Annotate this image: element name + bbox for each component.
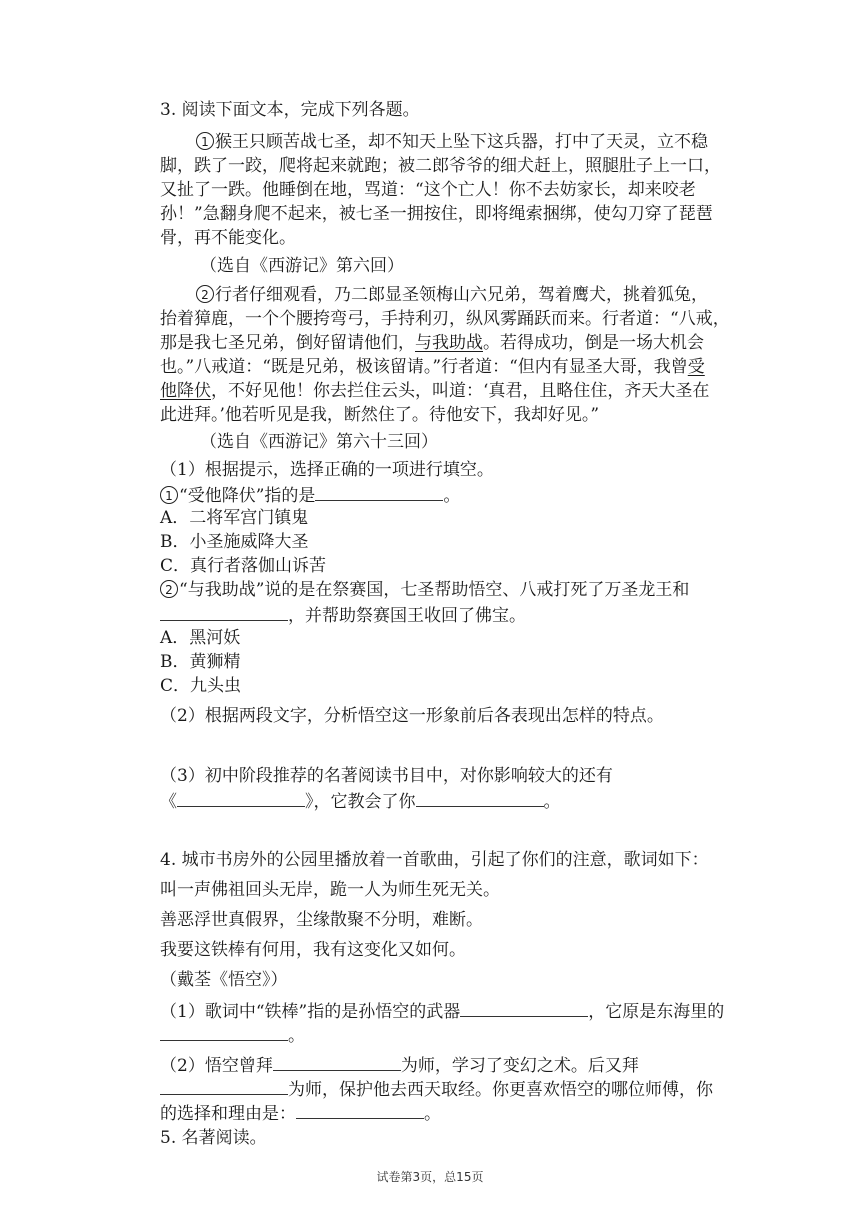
- q3-passage1-line1: 1 猴王只顾苦战七圣，却不知天上坠下这兵器，打中了天灵，立不稳: [196, 130, 756, 154]
- q4-sub2-line3: 的选择和理由是： 。: [160, 1100, 720, 1126]
- answer-blank[interactable]: [177, 788, 305, 807]
- q3-sub3-line2: 《 》，它教会了你 。: [160, 788, 720, 814]
- q3-passage2-line6: 此进拜。’他若听见是我，断然住了。待他安下，我却好见。”: [160, 405, 600, 425]
- q4-heading: 4. 城市书房外的公园里播放着一首歌曲，引起了你们的注意，歌词如下：: [160, 850, 709, 870]
- answer-blank[interactable]: [296, 1100, 424, 1119]
- q3-passage2-line4: 也。”八戒道：“既是兄弟，极该留请。”行者道：“但内有显圣大哥，我曾受: [160, 357, 705, 377]
- q4-sub2-line2: 为师，保护他去西天取经。你更喜欢悟空的哪位师傅，你: [160, 1076, 720, 1102]
- q3-passage2-line5: 他降伏，不好见他！你去拦住云头，叫道：‘真君，且略住住，齐天大圣在: [160, 381, 710, 401]
- q3-sub1-q1: 1 “受他降伏”指的是 。: [160, 482, 720, 508]
- q3-passage1-line4: 孙！”急翻身爬不起来，被七圣一拥按住，即将绳索捆绑，使勾刀穿了琵琶: [160, 204, 713, 224]
- q3-passage2-line3: 那是我七圣兄弟，倒好留请他们，与我助战。若得成功，倒是一场大机会: [160, 333, 704, 353]
- q3-passage2-line2: 抬着獐鹿，一个个腰挎弯弓，手持利刃，纵风雾踊跃而来。行者道：“八戒，: [160, 309, 730, 329]
- answer-blank[interactable]: [160, 602, 288, 621]
- answer-blank[interactable]: [160, 1076, 288, 1095]
- q3-passage1-line2: 脚，跌了一跤，爬将起来就跑；被二郎爷爷的细犬赶上，照腿肚子上一口，: [160, 156, 721, 176]
- q3-source1: （选自《西游记》第六回）: [200, 256, 404, 276]
- q4-lyric-line3: 我要这铁棒有何用，我有这变化又如何。: [160, 940, 466, 960]
- answer-blank[interactable]: [160, 1022, 288, 1041]
- option-a[interactable]: A．二将军宫门镇鬼: [160, 508, 309, 528]
- option-b[interactable]: B．小圣施威降大圣: [160, 532, 309, 552]
- q3-heading: 3. 阅读下面文本，完成下列各题。: [160, 100, 420, 120]
- q4-lyric-line2: 善恶浮世真假界，尘缘散聚不分明，难断。: [160, 910, 483, 930]
- q3-passage1-line5: 骨，再不能变化。: [160, 228, 296, 248]
- page-footer: 试卷第3页，总15页: [376, 1170, 484, 1184]
- answer-blank[interactable]: [460, 998, 588, 1017]
- answer-blank[interactable]: [416, 788, 544, 807]
- option-c[interactable]: C．真行者落伽山诉苦: [160, 556, 327, 576]
- underlined-phrase: 与我助战: [415, 333, 483, 353]
- q4-lyric-line1: 叫一声佛祖回头无岸，跪一人为师生死无关。: [160, 880, 500, 900]
- answer-blank[interactable]: [315, 482, 443, 501]
- q3-sub2: （2）根据两段文字，分析悟空这一形象前后各表现出怎样的特点。: [160, 706, 664, 726]
- circled-number-2-icon: 2: [160, 580, 178, 598]
- q3-source2: （选自《西游记》第六十三回）: [200, 432, 438, 452]
- option-a[interactable]: A．黑河妖: [160, 628, 241, 648]
- q3-sub1-intro: （1）根据提示，选择正确的一项进行填空。: [160, 460, 494, 480]
- q3-passage2-line1: 2 行者仔细观看，乃二郎显圣领梅山六兄弟，驾着鹰犬，挑着狐兔，: [196, 283, 756, 307]
- q4-sub1-line2: 。: [160, 1022, 720, 1048]
- option-b[interactable]: B．黄狮精: [160, 652, 241, 672]
- q3-passage1-line3: 又扯了一跌。他睡倒在地，骂道：“这个亡人！你不去妨家长，却来咬老: [160, 180, 696, 200]
- answer-blank[interactable]: [273, 1052, 401, 1071]
- circled-number-1-icon: 1: [160, 486, 178, 504]
- underlined-phrase: 他降伏: [160, 381, 211, 401]
- q4-credit: （戴荃《悟空》）: [160, 970, 288, 990]
- q5-heading: 5. 名著阅读。: [160, 1128, 267, 1148]
- q4-sub1-line1: （1）歌词中“铁棒”指的是孙悟空的武器 ，它原是东海里的: [160, 998, 720, 1024]
- underlined-phrase: 受: [687, 357, 705, 377]
- q3-sub3-line1: （3）初中阶段推荐的名著阅读书目中，对你影响较大的还有: [160, 766, 613, 786]
- circled-number-2-icon: 2: [196, 285, 214, 303]
- option-c[interactable]: C．九头虫: [160, 676, 242, 696]
- q3-sub1-q2-cont: ，并帮助祭赛国王收回了佛宝。: [160, 602, 720, 628]
- circled-number-1-icon: 1: [196, 132, 214, 150]
- q3-sub1-q2: 2 “与我助战”说的是在祭赛国，七圣帮助悟空、八戒打死了万圣龙王和: [160, 578, 720, 602]
- q4-sub2-line1: （2）悟空曾拜 为师，学习了变幻之术。后又拜: [160, 1052, 720, 1078]
